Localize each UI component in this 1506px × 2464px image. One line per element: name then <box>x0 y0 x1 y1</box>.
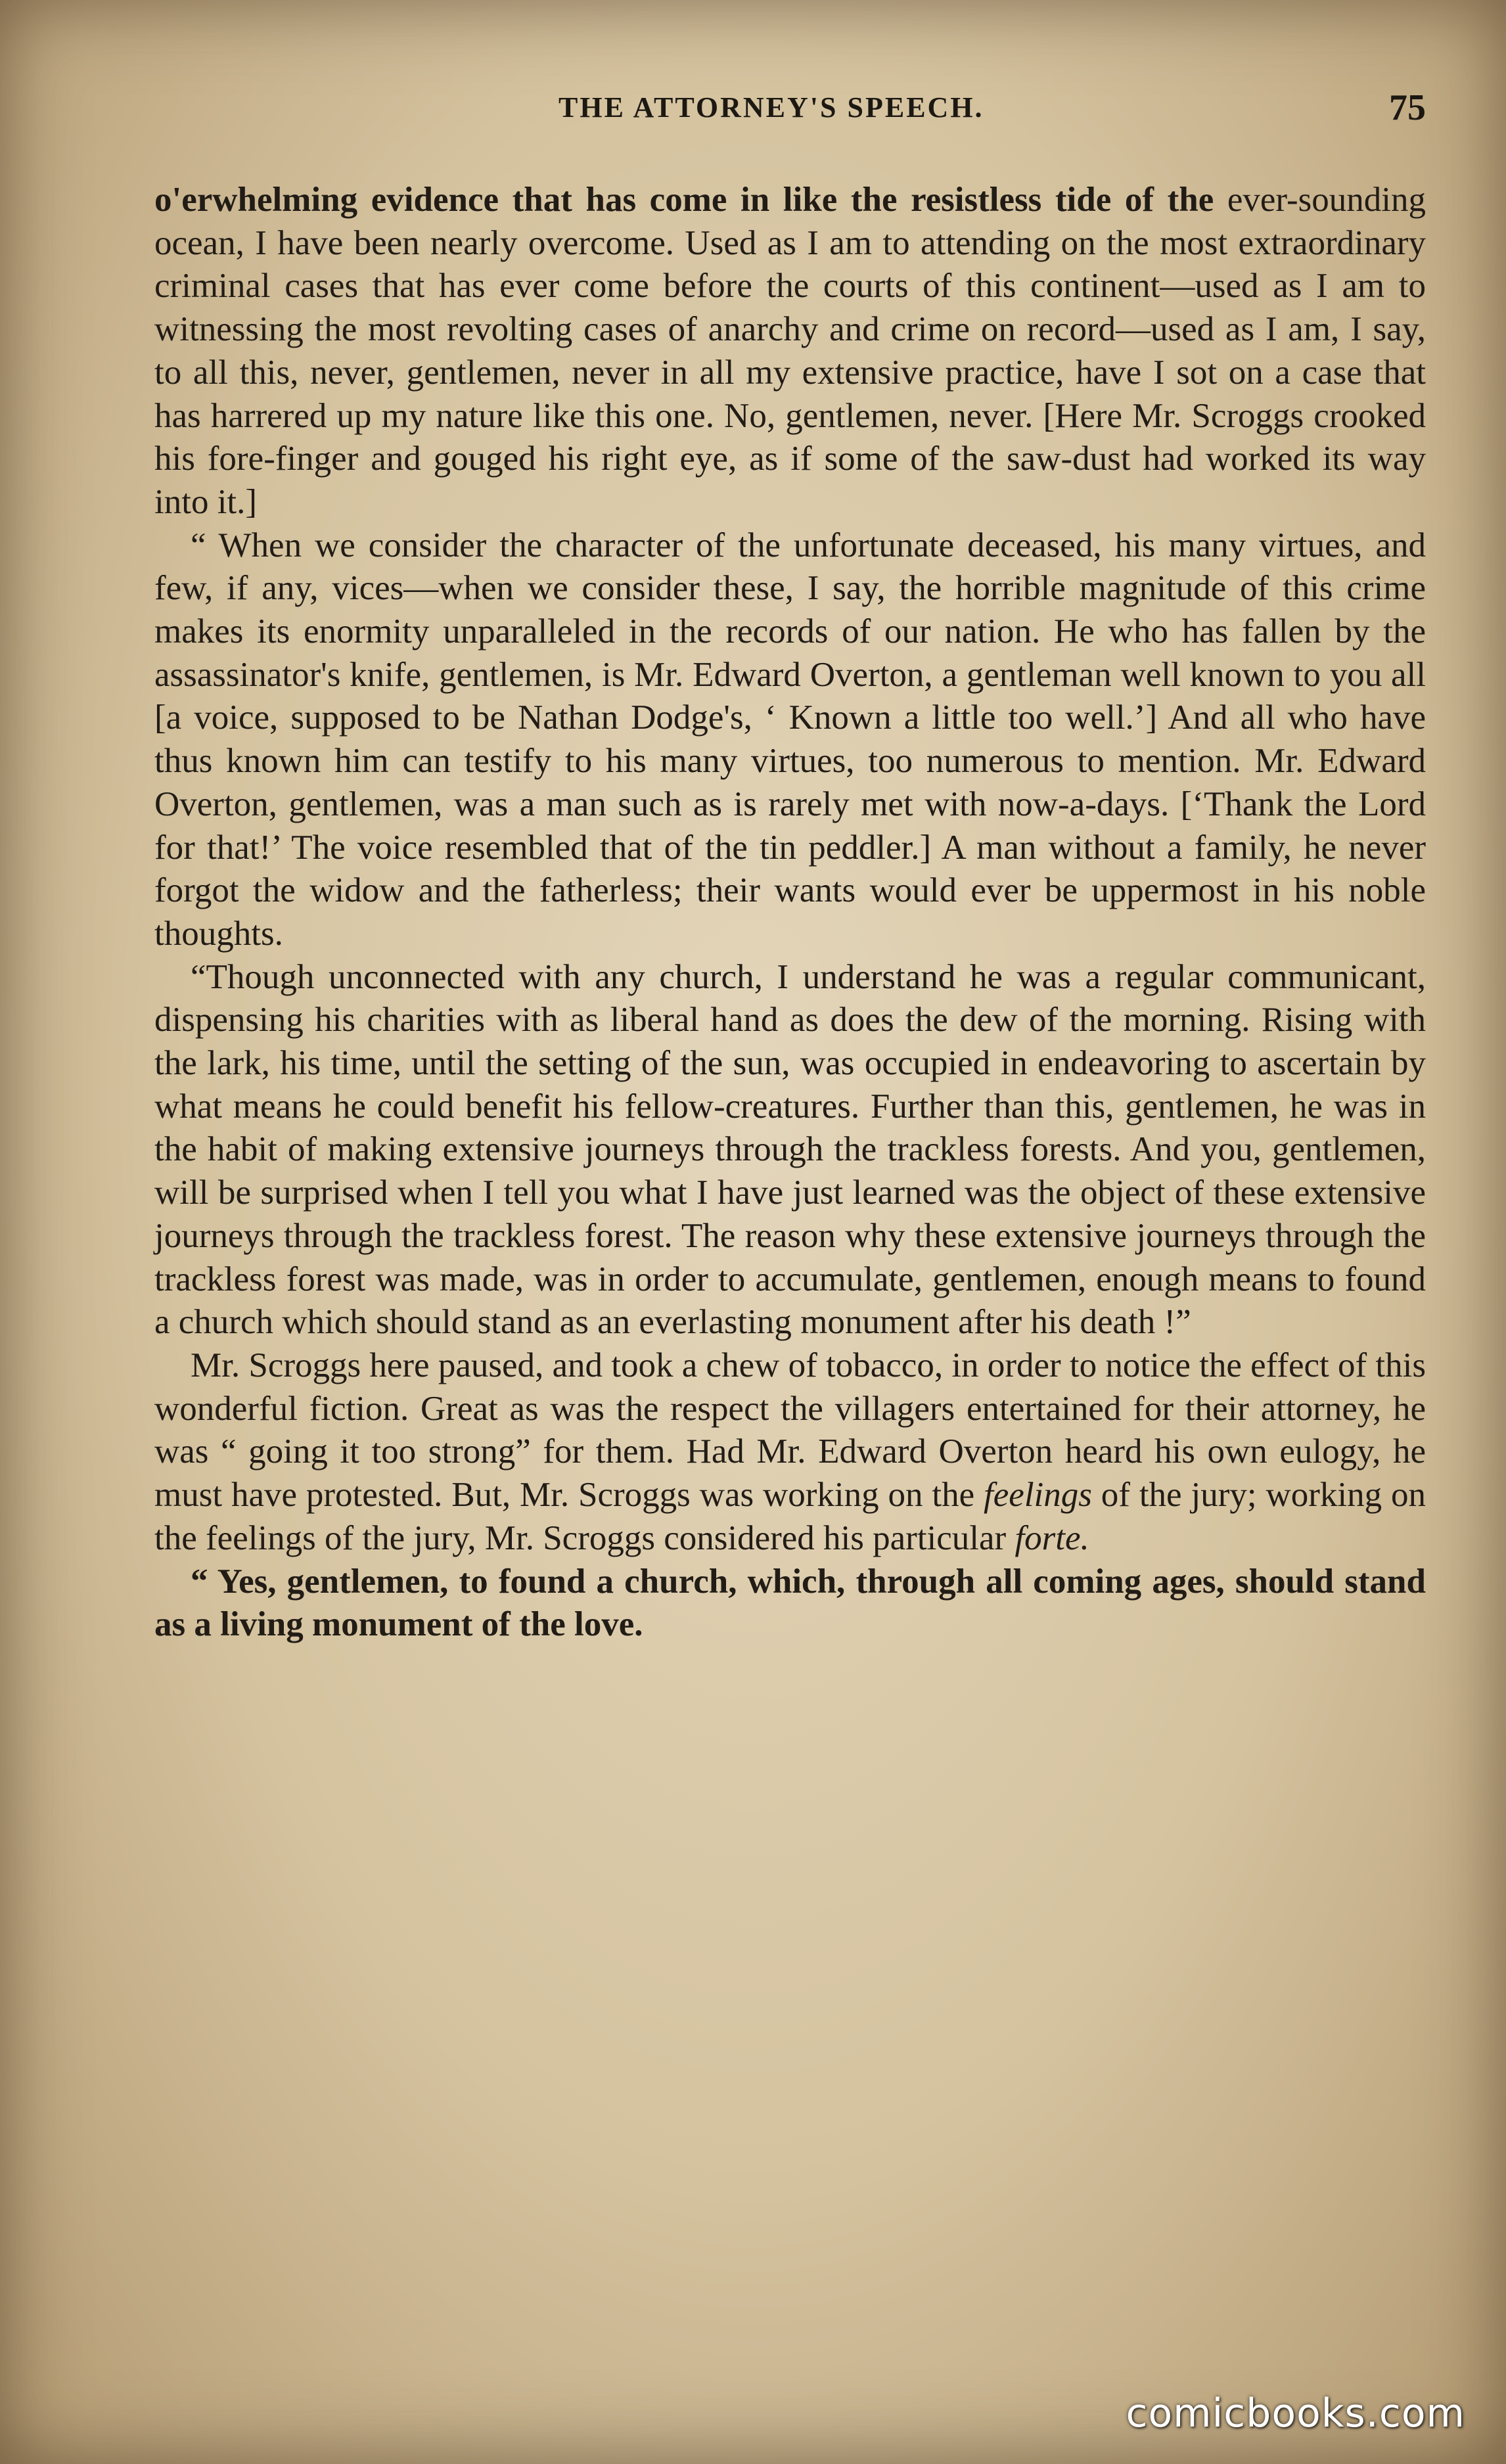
running-title: THE ATTORNEY'S SPEECH. <box>559 91 984 124</box>
paragraph-4-italic-feelings: feelings <box>984 1476 1092 1515</box>
paragraph-4 <box>154 1344 1426 1561</box>
paragraph-1 <box>154 179 1426 524</box>
watermark: comicbooks.com <box>1126 2390 1465 2436</box>
page-number: 75 <box>1389 87 1426 128</box>
paragraph-1-text: ever-sounding ocean, I have been nearly overcome. Used as I am to attending on the most extraordinary criminal cases that has ever come before the courts of this continent—used as I am to witnessing the most revolting cases of anarchy and crime on record—used as I am, I say, to all this, never, gentlemen, never in all my extensive practice, have I sot on a case that has harrered up my nature like this one. No, gentlemen, never. [Here Mr. Scroggs crooked his fore-finger and gouged his right eye, as if some of the saw-dust had worked its way into it.] <box>154 181 1426 521</box>
paragraph-5: “ Yes, gentlemen, to found a church, which, through all coming ages, should stand as a living monument of the love. <box>154 1562 1426 1644</box>
running-head <box>151 87 1426 130</box>
paragraph-4-italic-forte: forte. <box>1015 1518 1089 1557</box>
paragraph-2: “ When we consider the character of the unfortunate deceased, his many virtues, and few, if any, vices—when we consider these, I say, the horrible magnitude of this crime makes its enormity unparalleled in the records of our nation. He who has fallen by the assassinator's knife, gentlemen, is Mr. Edward Overton, a gentleman well known to you all [a voice, supposed to be Nathan Dodge's, ‘ Known a little too well.’] And all who have thus known him can testify to his many virtues, too numerous to mention. Mr. Edward Overton, gentlemen, was a man such as is rarely met with now-a-days. [‘Thank the Lord for that!’ The voice resembled that of the tin peddler.] A man without a family, he never forgot the widow and the fatherless; their wants would ever be uppermost in his noble thoughts. <box>154 526 1426 953</box>
paragraph-4-text-middle: of the jury; working on the feelings of the jury, Mr. Scroggs considered his particular <box>154 1476 1426 1557</box>
body-text <box>154 179 1426 1647</box>
paragraph-1-bold-lead: o'erwhelming evidence that has come in like the resistless tide of the <box>154 181 1214 219</box>
paragraph-4-text-before: Mr. Scroggs here paused, and took a chew of tobacco, in order to notice the effect of this wonderful fiction. Great as was the respect the villagers entertained for their attorney, he was “ going it too strong” for them. Had Mr. Edward Overton heard his own eulogy, he must have protested. But, Mr. Scroggs was working on the <box>154 1346 1426 1515</box>
paragraph-3: “Though unconnected with any church, I understand he was a regular communicant, dispensing his charities with as liberal hand as does the dew of the morning. Rising with the lark, his time, until the setting of the sun, was occupied in endeavoring to ascertain by what means he could benefit his fellow-creatures. Further than this, gentlemen, he was in the habit of making extensive journeys through the trackless forests. And you, gentlemen, will be surprised when I tell you what I have just learned was the object of these extensive journeys through the trackless forest. The reason why these extensive journeys through the trackless forest was made, was in order to accumulate, gentlemen, enough means to found a church which should stand as an everlasting monument after his death !” <box>154 957 1426 1342</box>
